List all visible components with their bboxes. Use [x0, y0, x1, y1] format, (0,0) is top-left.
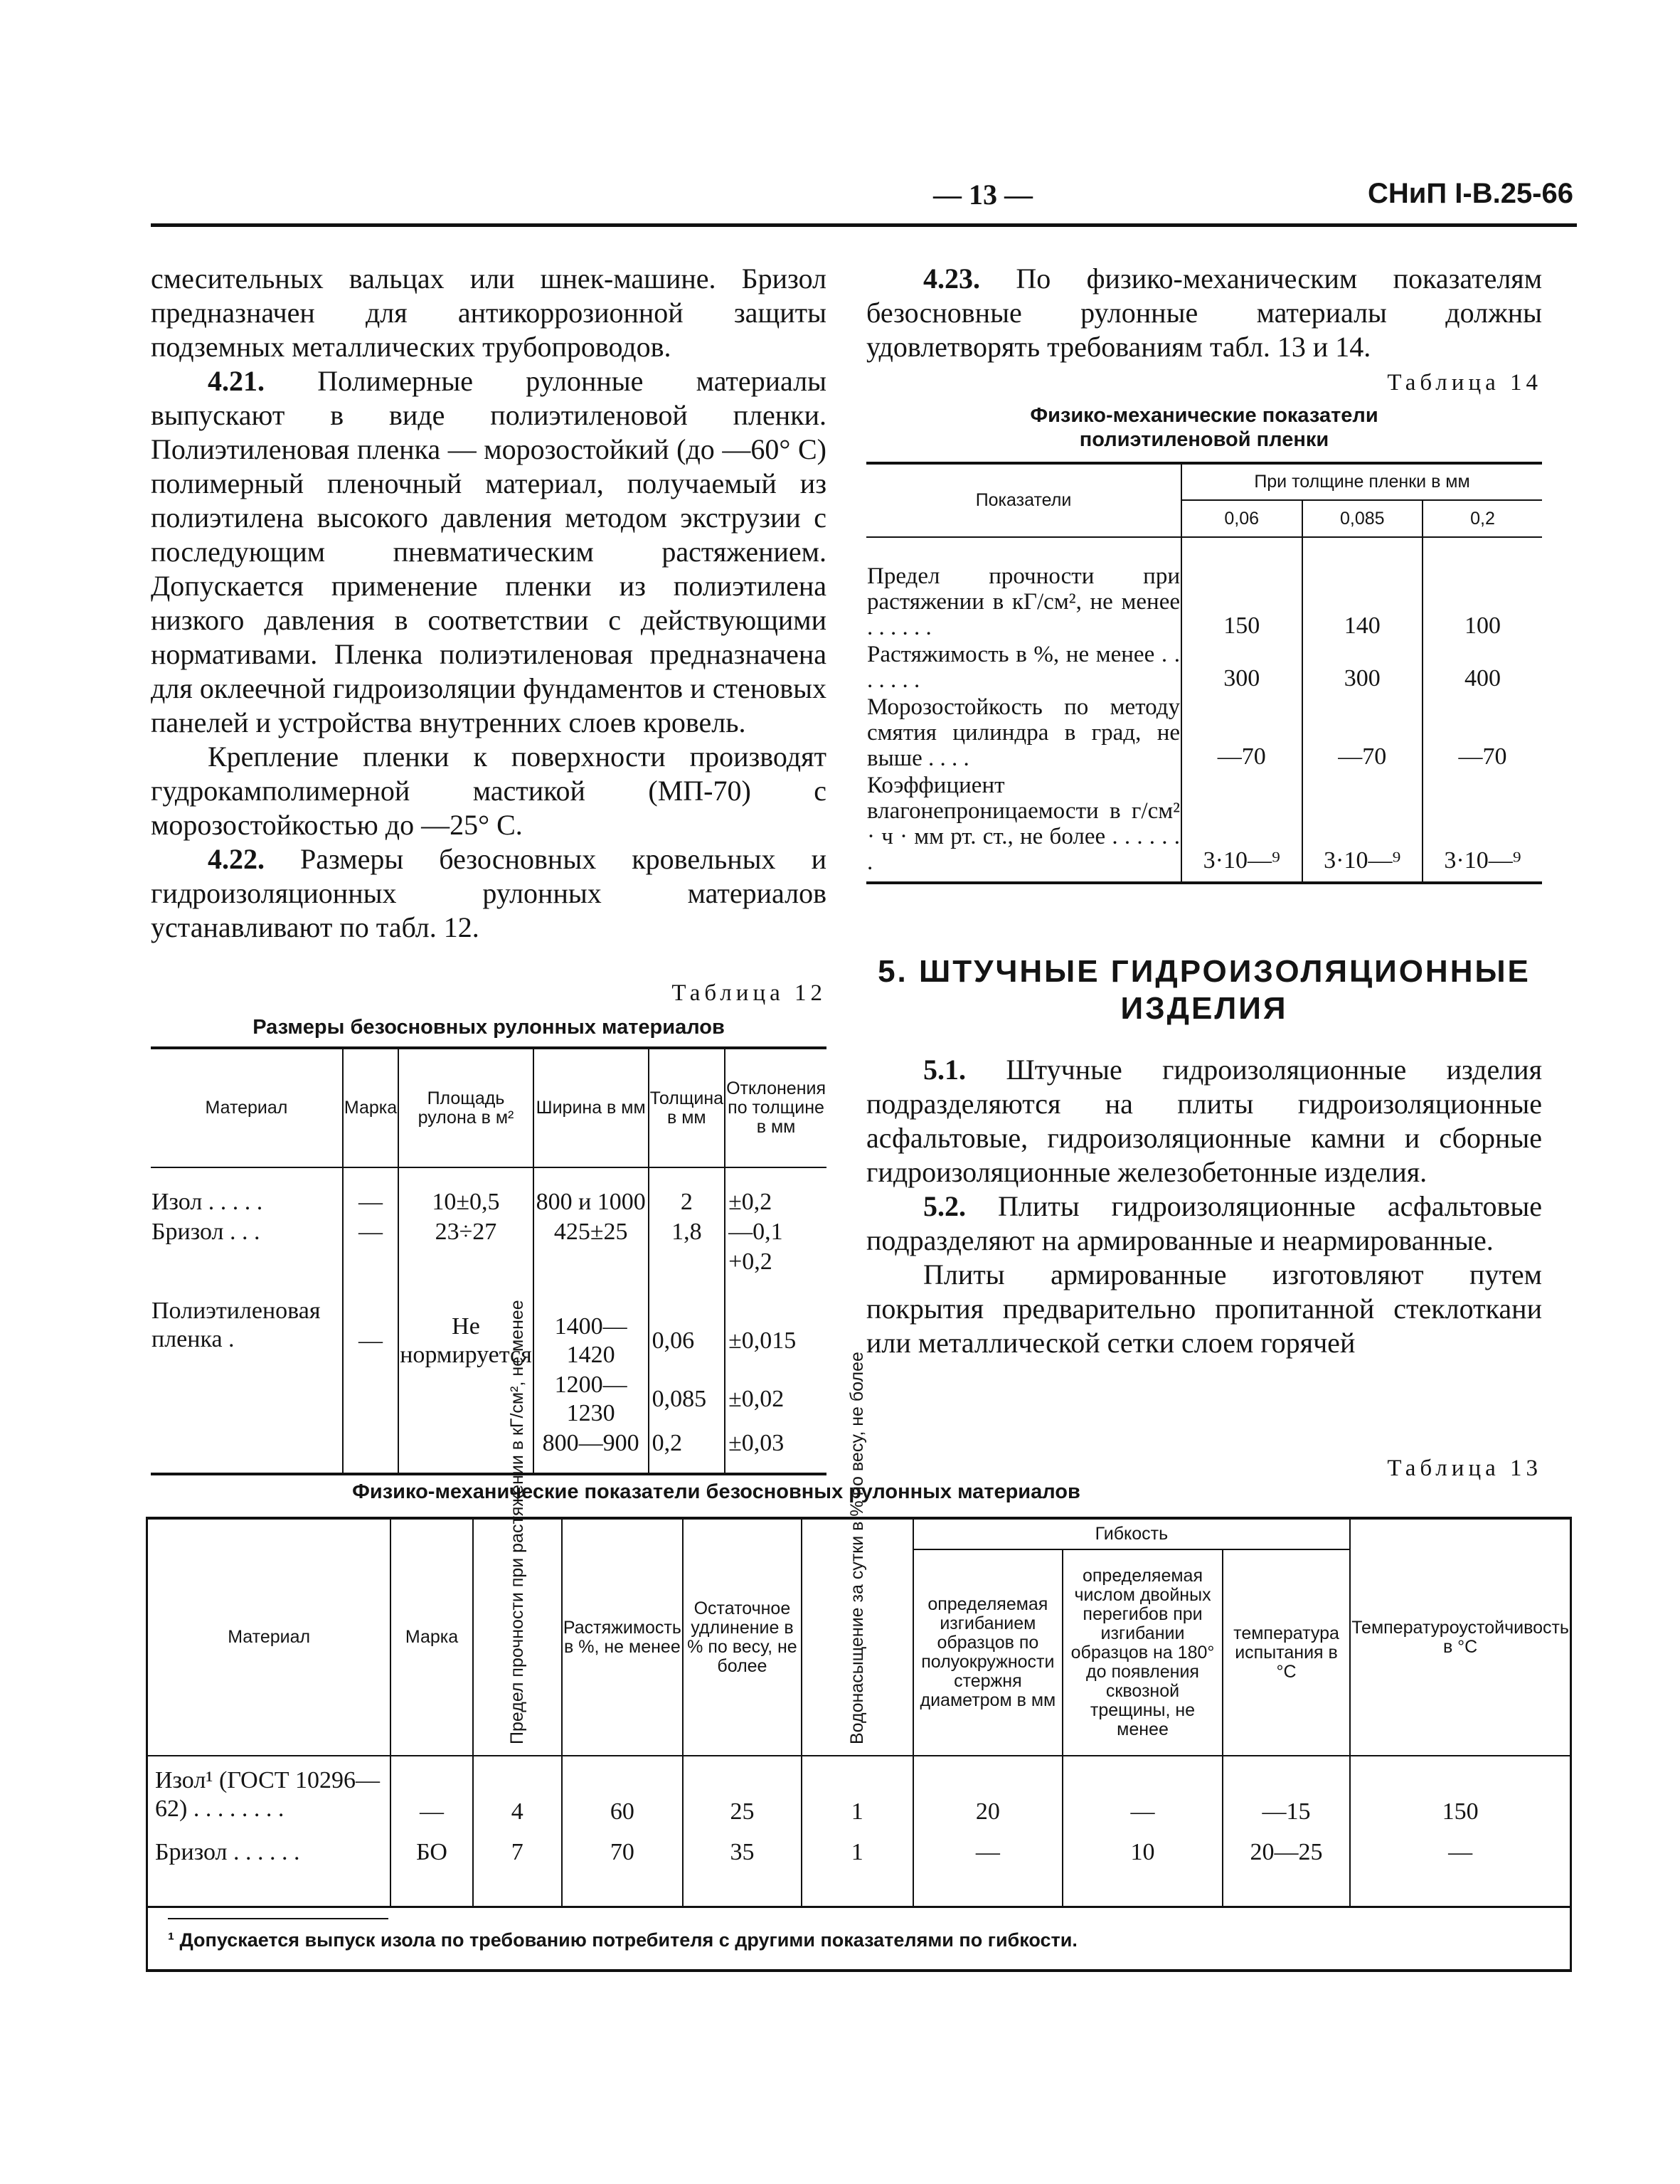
table-row	[151, 1187, 826, 1217]
cell-elongation: 35	[683, 1827, 802, 1878]
paragraph-4-21	[151, 364, 826, 740]
cell-thickness: 1,8	[649, 1217, 725, 1247]
cell-width: 1200—1230	[533, 1370, 649, 1428]
col-header-thickness: 0,2	[1470, 508, 1495, 529]
col-header-strength	[473, 1299, 562, 1756]
table-row	[866, 563, 1542, 641]
cell-flex-count: —	[1063, 1756, 1223, 1827]
cell-heat: 150	[1442, 1798, 1479, 1825]
cell-indicator: Предел прочности при растяжении в кГ/см², не менее . . . . . .	[867, 563, 1180, 640]
table14-block	[866, 370, 1542, 884]
cell-strength: 4	[473, 1756, 562, 1827]
cell-width: 800 и 1000	[533, 1187, 649, 1217]
cell-flex-temp: —15	[1223, 1756, 1350, 1827]
clause-number: 4.21.	[208, 365, 265, 397]
col-header: Материал	[151, 1048, 343, 1167]
paragraph-text: Плиты гидроизоляционные асфальтовые подразделяют на армированные и неармированные.	[866, 1190, 1542, 1256]
cell-flex-temp: 20—25	[1223, 1827, 1350, 1878]
cell-thickness: 0,2	[649, 1428, 725, 1474]
paragraph-text: Штучные гидроизоляционные изделия подразделяются на плиты гидроизоляционные асфальтовые, гидроизоляционные камни и сборные гидроизоляционные железобетонные изделия.	[866, 1054, 1542, 1188]
section5-text	[866, 1053, 1542, 1360]
cell-deviation: —0,1	[728, 1219, 783, 1245]
cell-width: 425±25	[533, 1217, 649, 1247]
table-caption: Таблица 12	[671, 980, 826, 1006]
col-header-heat: Температуроустойчивость в °C	[1350, 1518, 1570, 1756]
paragraph-4-23	[866, 262, 1542, 364]
cell-value: 3·10—⁹	[1302, 772, 1423, 876]
document-code: СНиП I-В.25-66	[1368, 178, 1573, 209]
cell-thickness: 0,06	[649, 1277, 725, 1370]
col-header-elongation: Остаточное удлинение в % по весу, не более	[683, 1518, 802, 1756]
col-header: Ширина в мм	[533, 1048, 649, 1167]
col-header: Отклонения по толщине в мм	[726, 1078, 826, 1137]
paragraph: смесительных вальцах или шнек-машине. Бризол предназначен для антикоррозионной защиты подземных металлических трубопроводов.	[151, 263, 826, 363]
cell-value: 400	[1464, 665, 1501, 691]
table-row	[151, 1247, 826, 1277]
col-header-thickness-group: При толщине пленки в мм	[1181, 463, 1542, 500]
table-row	[151, 1277, 826, 1370]
paragraph: Плиты армированные изготовляют путем покрытия предварительно пропитанной стеклоткани или металлической сетки слоем горячей	[866, 1258, 1542, 1359]
footnote-cell	[147, 1907, 1571, 1971]
cell-deviation: +0,2	[728, 1249, 772, 1275]
cell-thickness: 0,085	[649, 1370, 725, 1428]
cell-material: Бризол . . . . . .	[147, 1827, 391, 1878]
table-row	[866, 772, 1542, 876]
table-caption: Таблица 13	[1387, 1456, 1542, 1481]
vertical-header-text: Предел прочности при растяжении в кГ/см², не менее	[506, 1299, 527, 1744]
cell-deviation: ±0,2	[728, 1189, 772, 1215]
cell-value: 3·10—⁹	[1181, 772, 1302, 876]
table-12	[151, 1046, 826, 1475]
cell-stretch: 60	[562, 1756, 683, 1827]
table-row	[866, 641, 1542, 694]
right-column	[866, 262, 1542, 364]
table12-block	[151, 980, 826, 1475]
table-14	[866, 462, 1542, 884]
cell-indicator: Растяжимость в %, не менее . . . . . . .	[867, 642, 1180, 693]
cell-material: Изол . . . . .	[151, 1187, 343, 1217]
table-row	[147, 1756, 1571, 1827]
cell-deviation: ±0,02	[728, 1386, 785, 1412]
cell-mark: —	[343, 1277, 398, 1370]
cell-deviation: ±0,03	[728, 1430, 785, 1456]
page-number: — 13 —	[933, 179, 1033, 211]
paragraph-5-2	[866, 1189, 1542, 1258]
cell-thickness: 2	[649, 1187, 725, 1217]
cell-water: 1	[802, 1756, 913, 1827]
paragraph-text: Полимерные рулонные материалы выпускают в виде полиэтиленовой пленки. Полиэтиленовая пленка — морозостойкий (до —60° С) полимерный пленочный материал, получаемый из полиэтилена высокого давления методом экструзии с последующим пневматическим растяжением. Допускается применение пленки из полиэтилена низкого давления в соответствии с действующими нормативами. Пленка полиэтиленовая предназначена для оклеечной гидроизоляции фундаментов и стеновых панелей и устройства внутренних слоев кровель.	[151, 365, 826, 738]
col-header: Толщина в мм	[649, 1048, 725, 1167]
cell-deviation: ±0,015	[728, 1327, 797, 1354]
cell-material: Изол¹ (ГОСТ 10296—62) . . . . . . . .	[147, 1756, 391, 1827]
cell-value: 140	[1302, 563, 1423, 641]
footnote: ¹ Допускается выпуск изола по требованию потребителя с другими показателями по гибкости.	[168, 1929, 1078, 1951]
cell-value: 300	[1181, 641, 1302, 694]
col-header-flex-count: определяемая числом двойных перегибов при изгибании образцов на 180° до появления сквозной трещины, не менее	[1063, 1549, 1223, 1756]
paragraph-5-1	[866, 1053, 1542, 1189]
col-header-thickness: 0,085	[1302, 500, 1423, 537]
clause-number: 4.23.	[923, 263, 980, 295]
cell-indicator: Морозостойкость по методу смятия цилиндра в град, не выше . . . .	[867, 694, 1180, 771]
cell-material: Полиэтиленовая пленка .	[151, 1277, 343, 1370]
cell-value: —70	[1458, 743, 1507, 770]
cell-width: 1400—1420	[533, 1277, 649, 1370]
cell-value: —70	[1181, 694, 1302, 772]
cell-value: 300	[1302, 641, 1423, 694]
section-title: 5. ШТУЧНЫЕ ГИДРОИЗОЛЯЦИОННЫЕ ИЗДЕЛИЯ	[878, 954, 1531, 1026]
col-header: Площадь рулона в м²	[398, 1048, 533, 1167]
page-header	[151, 178, 1573, 221]
footnote-rule	[168, 1918, 388, 1919]
col-header-water	[802, 1351, 913, 1756]
paragraph-text: Размеры безосновных кровельных и гидроизоляционных рулонных материалов устанавливают по табл. 12.	[151, 843, 826, 943]
cell-value: 3·10—⁹	[1444, 847, 1521, 874]
clause-number: 4.22.	[208, 843, 265, 875]
cell-stretch: 70	[562, 1827, 683, 1878]
col-header-flex-temp: температура испытания в °C	[1223, 1549, 1350, 1756]
cell-flex-diameter: 20	[913, 1756, 1063, 1827]
col-header-stretch: Растяжимость в %, не менее	[562, 1518, 683, 1756]
paragraph-text: По физико-механическим показателям безосновные рулонные материалы должны удовлетворять требованиям табл. 13 и 14.	[866, 263, 1542, 363]
cell-value: 100	[1464, 613, 1501, 639]
cell-heat: —	[1448, 1839, 1473, 1865]
col-header-thickness: 0,06	[1181, 500, 1302, 537]
cell-area: 10±0,5	[398, 1187, 533, 1217]
clause-number: 5.1.	[923, 1054, 966, 1086]
table-row	[151, 1217, 826, 1247]
col-header-material: Материал	[147, 1518, 391, 1756]
col-header-indicator: Показатели	[866, 463, 1181, 537]
col-header-flex-diameter: определяемая изгибанием образцов по полуокружности стержня диаметром в мм	[913, 1549, 1063, 1756]
cell-mark: БО	[390, 1827, 472, 1878]
cell-value: —70	[1302, 694, 1423, 772]
cell-indicator: Коэффициент влагонепроницаемости в г/см² · ч · мм рт. ст., не более . . . . . . .	[867, 773, 1180, 875]
cell-material: Бризол . . .	[151, 1217, 343, 1247]
table-row	[147, 1827, 1571, 1878]
table-title: Размеры безосновных рулонных материалов	[252, 1016, 725, 1039]
col-header-mark: Марка	[390, 1518, 472, 1756]
table-caption: Таблица 14	[1387, 370, 1542, 396]
cell-area: 23÷27	[398, 1217, 533, 1247]
cell-water: 1	[802, 1827, 913, 1878]
cell-elongation: 25	[683, 1756, 802, 1827]
table-row	[151, 1428, 826, 1474]
cell-value: 150	[1181, 563, 1302, 641]
cell-mark: —	[390, 1756, 472, 1827]
table-title: Физико-механические показатели безосновных рулонных материалов	[352, 1480, 1080, 1503]
cell-strength: 7	[473, 1827, 562, 1878]
vertical-header-text: Водонасыщение за сутки в % по весу, не более	[846, 1351, 867, 1744]
header-rule	[151, 223, 1577, 227]
cell-width: 800—900	[533, 1428, 649, 1474]
table-title: Физико-механические показатели полиэтиленовой пленки	[1030, 404, 1378, 451]
cell-mark: —	[343, 1217, 398, 1247]
clause-number: 5.2.	[923, 1190, 966, 1222]
cell-area: Не нормируется	[398, 1277, 533, 1370]
paragraph-4-22	[151, 842, 826, 945]
cell-mark: —	[343, 1187, 398, 1217]
col-header: Марка	[343, 1048, 398, 1167]
left-column	[151, 262, 826, 945]
col-header-flex-group: Гибкость	[913, 1518, 1351, 1549]
paragraph: Крепление пленки к поверхности производят гудрокамполимерной мастикой (МП-70) с морозостойкостью до —25° С.	[151, 741, 826, 841]
cell-flex-count: 10	[1063, 1827, 1223, 1878]
cell-flex-diameter: —	[913, 1827, 1063, 1878]
table-row	[151, 1370, 826, 1428]
table-row	[866, 694, 1542, 772]
